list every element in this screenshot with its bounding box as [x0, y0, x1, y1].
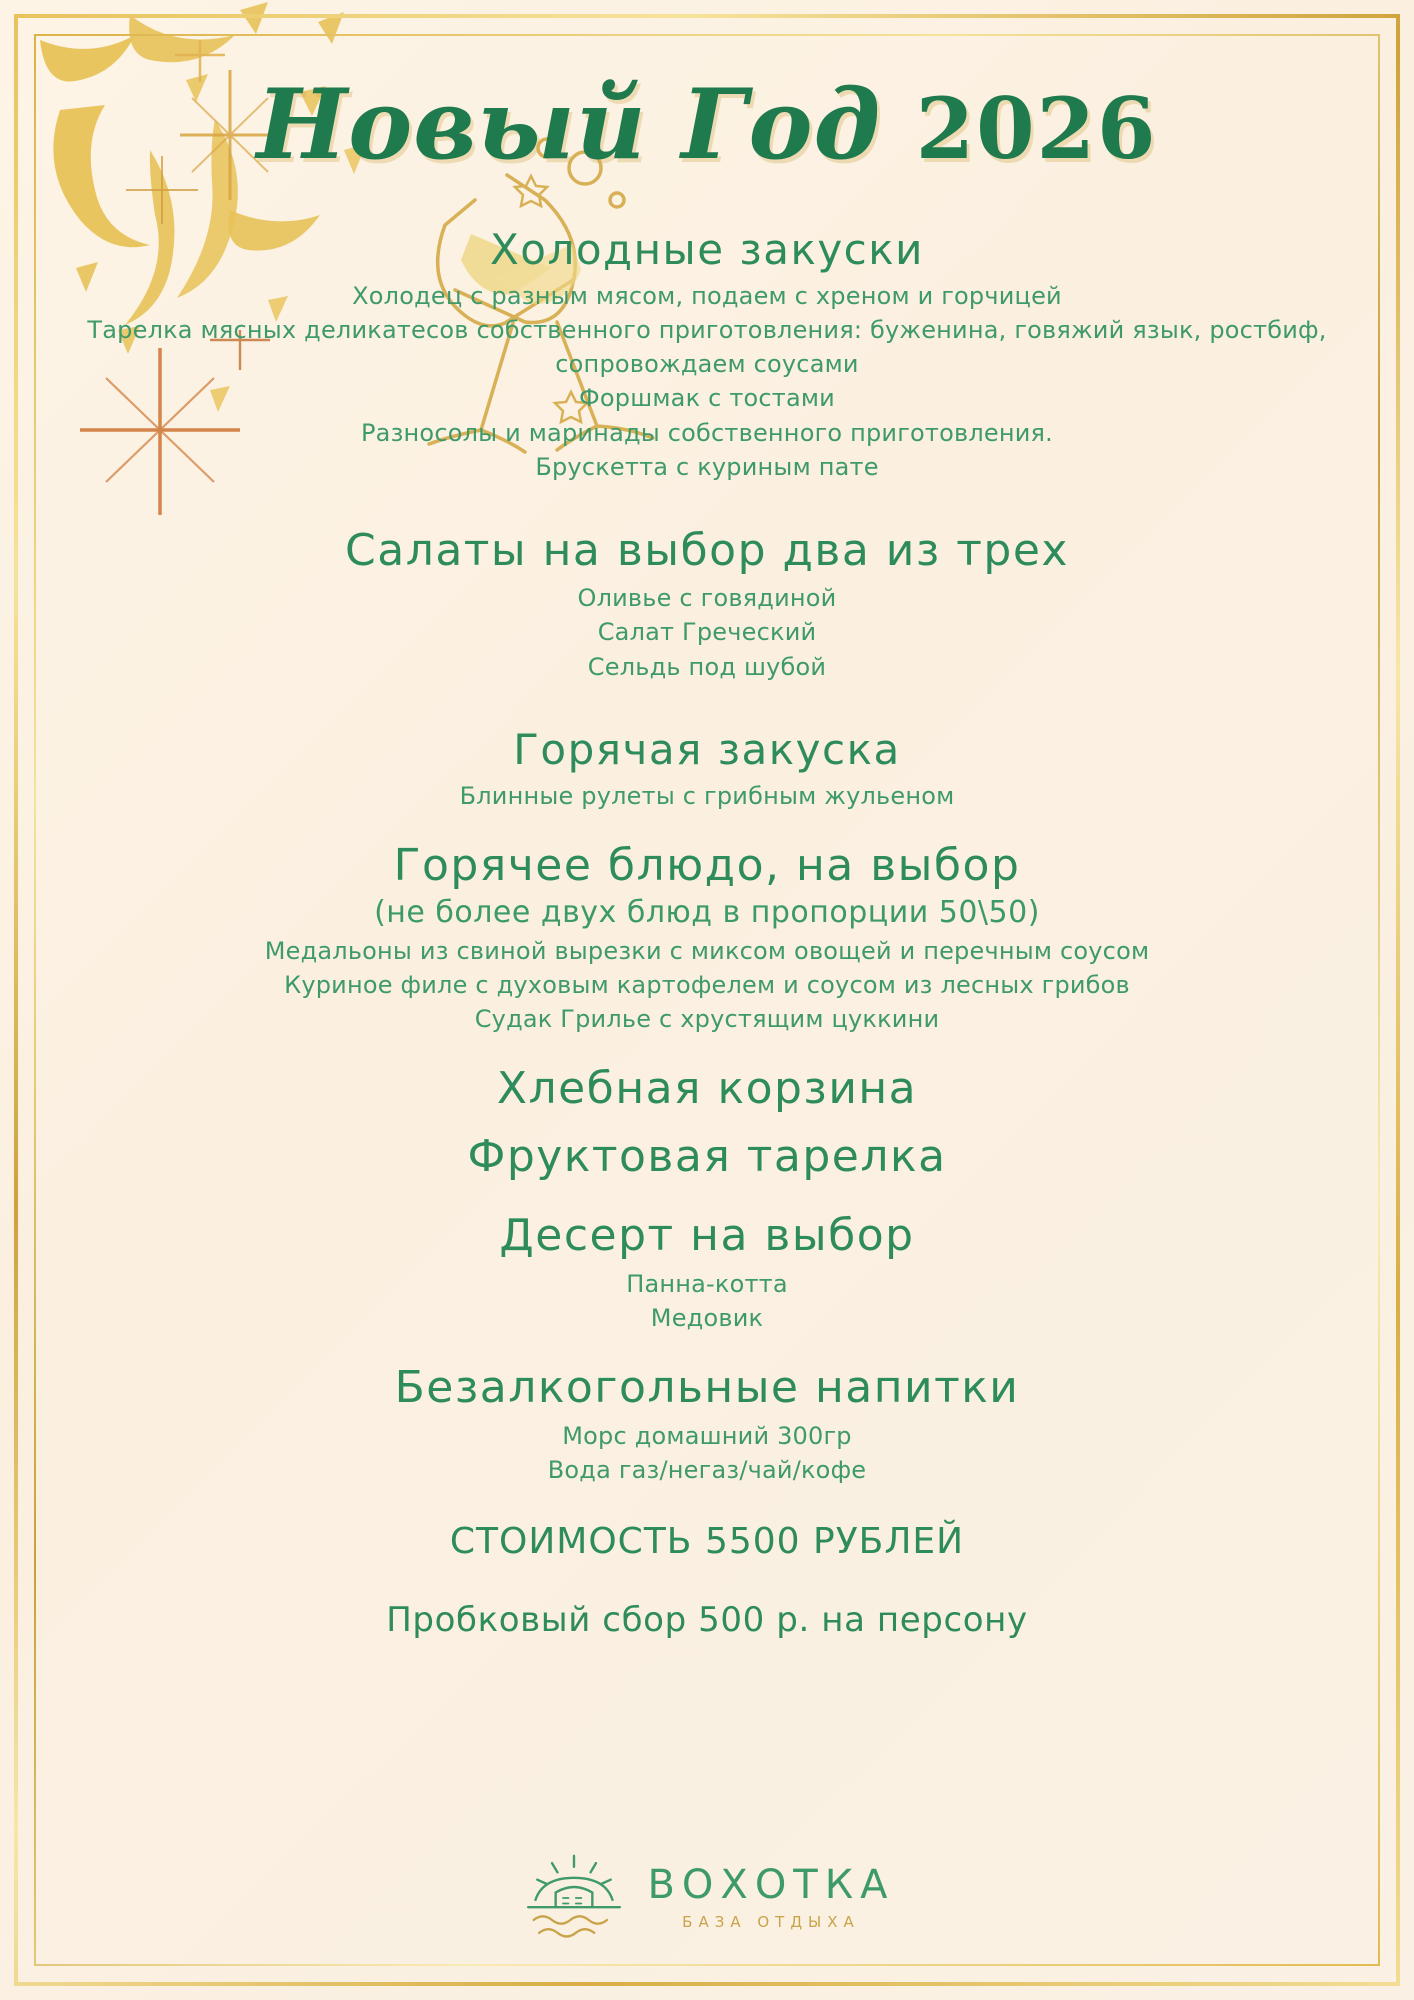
- section-items: [60, 779, 1354, 813]
- menu-section-salads: [60, 524, 1354, 684]
- menu-section-soft-drinks: [60, 1361, 1354, 1487]
- menu-item: Морс домашний 300гр: [562, 1421, 852, 1450]
- logo-text-block: [647, 1862, 895, 1931]
- section-note: (не более двух блюд в пропорции 50\50): [374, 894, 1040, 930]
- logo-name: ВОХОТКА: [647, 1862, 895, 1908]
- sunset-over-water-icon: [519, 1850, 629, 1946]
- title-script-text: Новый Год: [256, 68, 882, 181]
- menu-item: Медальоны из свиной вырезки с миксом овощей и перечным соусом: [264, 936, 1150, 965]
- menu-item: Салат Греческий: [597, 618, 817, 647]
- section-items: [60, 279, 1354, 483]
- menu-item: Панна-котта: [626, 1269, 788, 1298]
- section-heading: Фруктовая тарелка: [467, 1130, 947, 1182]
- menu-section-bread-basket: [60, 1062, 1354, 1116]
- menu-item: Медовик: [650, 1303, 764, 1332]
- poster-title: [60, 50, 1354, 210]
- menu-item: Холодец с разным мясом, подаем с хреном и горчицей: [352, 282, 1062, 311]
- menu-item: Форшмак с тостами: [579, 384, 835, 413]
- corkage-fee-text: Пробковый сбор 500 р. на персону: [386, 1599, 1028, 1640]
- menu-item: Тарелка мясных деликатесов собственного приготовления: буженина, говяжий язык, ростбиф, сопровождаем соусами: [87, 316, 1327, 379]
- section-items: [60, 581, 1354, 683]
- section-heading: Горячее блюдо, на выбор: [393, 839, 1021, 891]
- menu-section-dessert: [60, 1209, 1354, 1335]
- menu-item: Куриное филе с духовым картофелем и соусом из лесных грибов: [284, 970, 1130, 999]
- menu-item: Оливье с говядиной: [577, 584, 837, 613]
- menu-item: Вода газ/негаз/чай/кофе: [547, 1455, 867, 1484]
- section-heading: Салаты на выбор два из трех: [345, 524, 1069, 576]
- menu-section-main-course: [60, 839, 1354, 1036]
- menu-section-hot-appetizer: [60, 724, 1354, 813]
- section-heading: Холодные закуски: [490, 225, 924, 274]
- section-items: [60, 1267, 1354, 1335]
- menu-item: Брускетта с куриным пате: [535, 452, 879, 481]
- title-year-text: 2026: [915, 79, 1158, 178]
- section-items: [60, 934, 1354, 1036]
- menu-content: [60, 40, 1354, 1960]
- logo-tagline: БАЗА ОТДЫХА: [682, 1913, 860, 1931]
- price-text: СТОИМОСТЬ 5500 РУБЛЕЙ: [449, 1520, 965, 1562]
- menu-item: Блинные рулеты с грибным жульеном: [459, 781, 955, 810]
- section-heading: Десерт на выбор: [499, 1210, 915, 1262]
- menu-section-fruit-plate: [60, 1130, 1354, 1184]
- menu-item: Сельдь под шубой: [587, 652, 827, 681]
- menu-item: Судак Грилье с хрустящим цуккини: [474, 1004, 940, 1033]
- section-items: [60, 1419, 1354, 1487]
- menu-section-cold-appetizers: [60, 224, 1354, 484]
- section-heading: Безалкогольные напитки: [394, 1362, 1020, 1413]
- section-heading: Горячая закуска: [513, 724, 901, 774]
- brand-logo: [0, 1850, 1414, 1946]
- section-heading: Хлебная корзина: [496, 1062, 918, 1114]
- menu-item: Разносолы и маринады собственного приготовления.: [361, 418, 1053, 447]
